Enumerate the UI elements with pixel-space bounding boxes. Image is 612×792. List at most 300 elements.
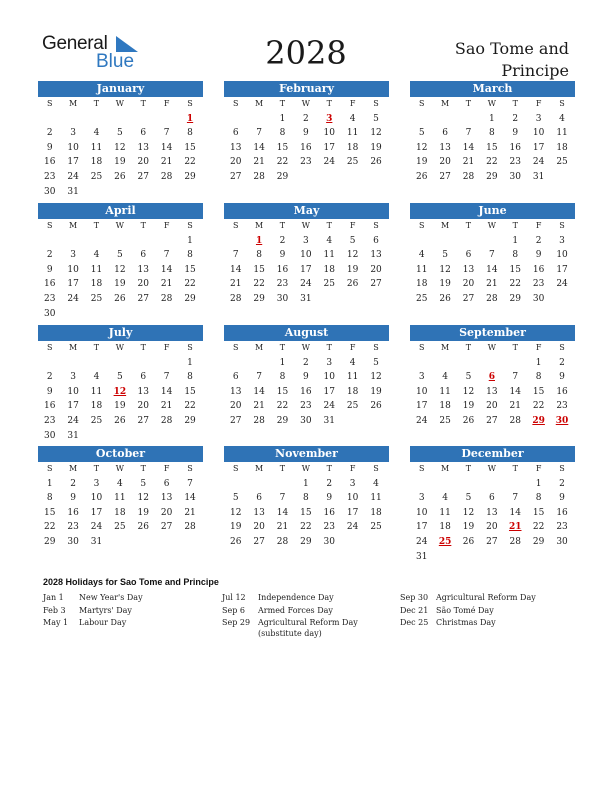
holiday-day-cell: 21 xyxy=(508,522,522,533)
week-row xyxy=(410,535,575,550)
day-cell: 19 xyxy=(114,279,126,290)
day-cell: 13 xyxy=(160,493,173,504)
week-row xyxy=(38,506,203,521)
weekday-label: T xyxy=(512,343,518,352)
day-cell: 14 xyxy=(509,507,521,518)
day-cell: 9 xyxy=(559,493,565,504)
day-cell: 1 xyxy=(512,235,519,246)
day-cell: 11 xyxy=(323,250,335,261)
day-cell: 19 xyxy=(114,401,126,412)
weekday-label: F xyxy=(349,221,356,230)
empty-cell xyxy=(294,170,317,185)
day-cell: 8 xyxy=(187,372,193,383)
weekday-label: M xyxy=(440,221,450,230)
day-cell: 30 xyxy=(67,536,79,547)
day-cell: 26 xyxy=(439,293,451,304)
day-cell: 16 xyxy=(556,507,568,518)
day-cell: 30 xyxy=(276,293,289,304)
day-cell: 8 xyxy=(512,250,519,261)
day-cell: 9 xyxy=(303,372,309,383)
day-cell: 17 xyxy=(300,264,312,275)
holiday-date: May 1 xyxy=(43,618,69,627)
month-august xyxy=(224,325,389,429)
day-cell: 4 xyxy=(442,372,448,383)
day-cell: 22 xyxy=(486,157,498,168)
empty-cell xyxy=(108,356,131,371)
weekday-label: T xyxy=(326,464,332,473)
day-cell: 6 xyxy=(442,128,448,139)
weekday-label: S xyxy=(232,464,239,473)
day-cell: 29 xyxy=(509,293,521,304)
weekday-row xyxy=(38,462,203,477)
empty-cell xyxy=(61,356,84,371)
day-cell: 7 xyxy=(163,250,170,261)
calendar-year: 2028 xyxy=(265,34,347,72)
week-row xyxy=(38,126,203,141)
empty-cell xyxy=(178,185,201,200)
day-cell: 19 xyxy=(346,264,359,275)
empty-cell xyxy=(341,170,364,185)
holiday-day-cell: 25 xyxy=(438,536,452,547)
day-cell: 21 xyxy=(509,401,521,412)
week-row xyxy=(410,414,575,429)
day-cell: 5 xyxy=(465,493,472,504)
week-row xyxy=(224,399,389,414)
day-cell: 28 xyxy=(462,171,475,182)
day-cell: 29 xyxy=(486,171,498,182)
week-row xyxy=(410,234,575,249)
holiday-day-cell: 12 xyxy=(113,386,127,397)
day-cell: 28 xyxy=(276,536,289,547)
week-row xyxy=(224,292,389,307)
week-row xyxy=(38,155,203,170)
weekday-label: T xyxy=(93,464,100,473)
day-cell: 20 xyxy=(486,401,498,412)
month-december xyxy=(410,446,575,564)
empty-cell xyxy=(364,170,387,185)
day-cell: 19 xyxy=(439,279,451,290)
month-header: February xyxy=(224,81,389,97)
day-cell: 25 xyxy=(346,157,359,168)
empty-cell xyxy=(178,535,201,550)
day-cell: 16 xyxy=(43,157,56,168)
day-cell: 5 xyxy=(117,250,123,261)
day-cell: 9 xyxy=(46,142,53,153)
week-row xyxy=(38,248,203,263)
day-cell: 30 xyxy=(509,171,521,182)
day-cell: 9 xyxy=(535,250,542,261)
day-cell: 30 xyxy=(532,293,545,304)
weekday-label: M xyxy=(440,464,450,473)
day-cell: 21 xyxy=(462,157,475,168)
empty-cell xyxy=(480,477,503,492)
day-cell: 16 xyxy=(556,386,568,397)
day-cell: 30 xyxy=(300,415,312,426)
holiday-name: Armed Forces Day xyxy=(258,605,333,615)
week-row xyxy=(410,170,575,185)
month-september xyxy=(410,325,575,429)
day-cell: 19 xyxy=(370,142,382,153)
day-cell: 18 xyxy=(90,401,103,412)
day-cell: 9 xyxy=(326,493,333,504)
week-row xyxy=(224,263,389,278)
week-row xyxy=(38,385,203,400)
week-row xyxy=(38,520,203,535)
day-cell: 20 xyxy=(253,522,265,533)
weekday-row xyxy=(224,462,389,477)
holiday-day-cell: 29 xyxy=(532,415,545,426)
weekday-label: W xyxy=(301,464,310,473)
day-cell: 13 xyxy=(137,386,149,397)
week-row xyxy=(224,414,389,429)
day-cell: 15 xyxy=(43,507,56,518)
day-cell: 22 xyxy=(184,279,196,290)
holiday-name: Christmas Day xyxy=(436,618,496,627)
empty-cell xyxy=(504,356,527,371)
weekday-label: F xyxy=(163,464,170,473)
weekday-row xyxy=(410,341,575,356)
day-cell: 10 xyxy=(346,493,359,504)
empty-cell xyxy=(480,234,503,249)
day-cell: 17 xyxy=(67,279,79,290)
empty-cell xyxy=(178,429,201,444)
day-cell: 18 xyxy=(323,264,335,275)
day-cell: 30 xyxy=(556,536,568,547)
weekday-label: W xyxy=(301,343,310,352)
day-cell: 1 xyxy=(489,113,495,124)
day-cell: 21 xyxy=(160,401,173,412)
day-cell: 18 xyxy=(346,386,359,397)
day-cell: 18 xyxy=(556,142,568,153)
day-cell: 30 xyxy=(323,536,335,547)
day-cell: 2 xyxy=(559,357,565,368)
weekday-label: T xyxy=(93,343,100,352)
month-header: May xyxy=(224,203,389,219)
empty-cell xyxy=(108,185,131,200)
weekday-label: W xyxy=(115,221,124,230)
day-cell: 19 xyxy=(114,157,126,168)
week-row xyxy=(38,185,203,200)
day-cell: 23 xyxy=(67,522,79,533)
day-cell: 23 xyxy=(509,157,521,168)
day-cell: 4 xyxy=(418,250,425,261)
weekday-label: F xyxy=(535,464,542,473)
day-cell: 8 xyxy=(46,493,53,504)
day-cell: 30 xyxy=(43,430,56,441)
day-cell: 6 xyxy=(232,372,239,383)
day-cell: 15 xyxy=(300,507,312,518)
month-header: March xyxy=(410,81,575,97)
holiday-name: Martyrs' Day xyxy=(79,605,132,615)
month-october xyxy=(38,446,203,550)
month-march xyxy=(410,81,575,185)
day-cell: 26 xyxy=(462,536,475,547)
empty-cell xyxy=(271,477,294,492)
weekday-label: W xyxy=(487,221,496,230)
day-cell: 10 xyxy=(323,128,335,139)
day-cell: 16 xyxy=(43,401,56,412)
day-cell: 28 xyxy=(160,293,173,304)
day-cell: 24 xyxy=(67,293,79,304)
day-cell: 5 xyxy=(117,372,123,383)
week-row xyxy=(224,170,389,185)
weekday-label: W xyxy=(115,99,124,108)
day-cell: 15 xyxy=(184,142,196,153)
day-cell: 25 xyxy=(90,415,103,426)
day-cell: 24 xyxy=(300,279,312,290)
day-cell: 20 xyxy=(439,157,451,168)
weekday-label: W xyxy=(487,343,496,352)
month-header: November xyxy=(224,446,389,462)
empty-cell xyxy=(108,234,131,249)
day-cell: 15 xyxy=(184,264,196,275)
day-cell: 2 xyxy=(512,113,519,124)
holiday-day-cell: 1 xyxy=(186,113,194,124)
week-row xyxy=(410,550,575,565)
week-row xyxy=(410,141,575,156)
day-cell: 27 xyxy=(253,536,265,547)
holiday-date: Feb 3 xyxy=(43,605,66,615)
weekday-label: S xyxy=(46,221,53,230)
week-row xyxy=(38,263,203,278)
weekday-label: T xyxy=(512,99,518,108)
empty-cell xyxy=(132,234,155,249)
empty-cell xyxy=(433,112,456,127)
weekday-label: M xyxy=(68,464,78,473)
empty-cell xyxy=(132,185,155,200)
week-row xyxy=(38,414,203,429)
day-cell: 5 xyxy=(373,113,379,124)
week-row xyxy=(38,307,203,322)
month-header: January xyxy=(38,81,203,97)
day-cell: 15 xyxy=(532,386,545,397)
day-cell: 10 xyxy=(300,250,312,261)
day-cell: 25 xyxy=(114,522,126,533)
empty-cell xyxy=(410,356,433,371)
holiday-date: Sep 29 xyxy=(222,618,251,627)
empty-cell xyxy=(155,112,178,127)
week-row xyxy=(38,234,203,249)
day-cell: 4 xyxy=(442,493,448,504)
empty-cell xyxy=(178,307,201,322)
day-cell: 4 xyxy=(93,372,100,383)
weekday-label: S xyxy=(187,343,193,352)
day-cell: 8 xyxy=(187,128,193,139)
day-cell: 19 xyxy=(415,157,428,168)
logo-text-blue: Blue xyxy=(96,51,135,72)
day-cell: 13 xyxy=(253,507,265,518)
day-cell: 27 xyxy=(137,293,149,304)
weekday-label: S xyxy=(46,99,53,108)
weekday-label: T xyxy=(465,464,472,473)
weekday-label: S xyxy=(418,99,425,108)
empty-cell xyxy=(108,307,131,322)
day-cell: 5 xyxy=(349,235,356,246)
day-cell: 20 xyxy=(137,279,149,290)
week-row xyxy=(410,112,575,127)
month-header: August xyxy=(224,325,389,341)
week-row xyxy=(410,399,575,414)
holidays-title: 2028 Holidays for Sao Tome and Principe xyxy=(43,577,219,587)
month-june xyxy=(410,203,575,307)
weekday-label: S xyxy=(418,343,425,352)
empty-cell xyxy=(364,414,387,429)
day-cell: 4 xyxy=(93,250,100,261)
weekday-label: M xyxy=(440,343,450,352)
day-cell: 11 xyxy=(439,507,451,518)
weekday-label: T xyxy=(465,221,472,230)
day-cell: 25 xyxy=(90,171,103,182)
day-cell: 14 xyxy=(253,386,265,397)
day-cell: 20 xyxy=(462,279,475,290)
day-cell: 10 xyxy=(67,386,79,397)
day-cell: 4 xyxy=(349,357,356,368)
day-cell: 28 xyxy=(160,171,173,182)
day-cell: 14 xyxy=(184,493,196,504)
day-cell: 12 xyxy=(137,493,149,504)
day-cell: 24 xyxy=(323,157,335,168)
holiday-name: Independence Day xyxy=(258,593,334,602)
day-cell: 24 xyxy=(532,157,545,168)
day-cell: 29 xyxy=(43,536,56,547)
day-cell: 26 xyxy=(370,401,382,412)
empty-cell xyxy=(108,429,131,444)
day-cell: 11 xyxy=(346,372,359,383)
day-cell: 13 xyxy=(486,386,498,397)
day-cell: 10 xyxy=(415,386,428,397)
day-cell: 26 xyxy=(137,522,149,533)
day-cell: 6 xyxy=(232,128,239,139)
weekday-label: W xyxy=(487,464,496,473)
holiday-day-cell: 3 xyxy=(326,113,333,124)
empty-cell xyxy=(132,307,155,322)
day-cell: 5 xyxy=(232,493,239,504)
month-february xyxy=(224,81,389,185)
day-cell: 6 xyxy=(256,493,262,504)
day-cell: 23 xyxy=(323,522,335,533)
day-cell: 18 xyxy=(415,279,428,290)
day-cell: 9 xyxy=(559,372,565,383)
weekday-label: F xyxy=(349,464,356,473)
day-cell: 29 xyxy=(300,536,312,547)
week-row xyxy=(410,263,575,278)
day-cell: 25 xyxy=(323,279,335,290)
day-cell: 26 xyxy=(229,536,242,547)
day-cell: 5 xyxy=(140,478,147,489)
weekday-label: T xyxy=(279,343,286,352)
day-cell: 13 xyxy=(137,142,149,153)
weekday-label: S xyxy=(373,221,379,230)
weekday-label: T xyxy=(465,99,472,108)
day-cell: 15 xyxy=(253,264,265,275)
day-cell: 1 xyxy=(46,478,53,489)
weekday-row xyxy=(38,219,203,234)
day-cell: 4 xyxy=(93,128,100,139)
day-cell: 11 xyxy=(90,142,103,153)
day-cell: 7 xyxy=(187,478,193,489)
day-cell: 1 xyxy=(279,113,286,124)
empty-cell xyxy=(433,550,456,565)
week-row xyxy=(410,292,575,307)
weekday-label: F xyxy=(535,99,542,108)
day-cell: 24 xyxy=(90,522,103,533)
day-cell: 14 xyxy=(229,264,242,275)
day-cell: 12 xyxy=(114,264,126,275)
holiday-day-cell: 30 xyxy=(555,415,569,426)
day-cell: 10 xyxy=(67,264,79,275)
empty-cell xyxy=(155,429,178,444)
weekday-label: S xyxy=(559,343,565,352)
empty-cell xyxy=(38,112,61,127)
day-cell: 27 xyxy=(370,279,382,290)
weekday-label: S xyxy=(418,464,425,473)
day-cell: 3 xyxy=(535,113,542,124)
day-cell: 21 xyxy=(160,279,173,290)
weekday-label: T xyxy=(512,221,518,230)
day-cell: 7 xyxy=(279,493,286,504)
day-cell: 8 xyxy=(303,493,309,504)
week-row xyxy=(38,292,203,307)
holiday-name: New Year's Day xyxy=(79,593,143,602)
day-cell: 3 xyxy=(559,235,565,246)
day-cell: 17 xyxy=(556,264,568,275)
day-cell: 20 xyxy=(229,157,242,168)
day-cell: 12 xyxy=(370,128,382,139)
day-cell: 11 xyxy=(346,128,359,139)
empty-cell xyxy=(132,112,155,127)
empty-cell xyxy=(224,477,247,492)
day-cell: 2 xyxy=(46,372,53,383)
weekday-label: T xyxy=(326,221,332,230)
day-cell: 27 xyxy=(160,522,173,533)
month-july xyxy=(38,325,203,443)
day-cell: 22 xyxy=(253,279,265,290)
week-row xyxy=(38,399,203,414)
weekday-row xyxy=(410,219,575,234)
day-cell: 6 xyxy=(465,250,472,261)
weekday-label: T xyxy=(140,221,146,230)
week-row xyxy=(38,370,203,385)
day-cell: 26 xyxy=(346,279,359,290)
day-cell: 24 xyxy=(67,171,79,182)
day-cell: 4 xyxy=(326,235,333,246)
weekday-label: S xyxy=(373,343,379,352)
day-cell: 25 xyxy=(415,293,428,304)
day-cell: 30 xyxy=(43,308,56,319)
weekday-label: T xyxy=(279,464,286,473)
week-row xyxy=(224,356,389,371)
day-cell: 19 xyxy=(370,386,382,397)
day-cell: 10 xyxy=(556,250,568,261)
day-cell: 18 xyxy=(90,279,103,290)
empty-cell xyxy=(410,112,433,127)
holiday-name: Agricultural Reform Day (substitute day) xyxy=(258,618,358,638)
weekday-label: M xyxy=(254,464,264,473)
day-cell: 11 xyxy=(415,264,428,275)
empty-cell xyxy=(155,535,178,550)
day-cell: 2 xyxy=(535,235,542,246)
weekday-label: T xyxy=(279,99,286,108)
weekday-label: T xyxy=(140,343,146,352)
day-cell: 27 xyxy=(137,415,149,426)
day-cell: 22 xyxy=(276,157,289,168)
empty-cell xyxy=(457,356,480,371)
day-cell: 7 xyxy=(465,128,472,139)
day-cell: 15 xyxy=(276,142,289,153)
day-cell: 1 xyxy=(535,357,542,368)
week-row xyxy=(224,234,389,249)
day-cell: 14 xyxy=(462,142,475,153)
